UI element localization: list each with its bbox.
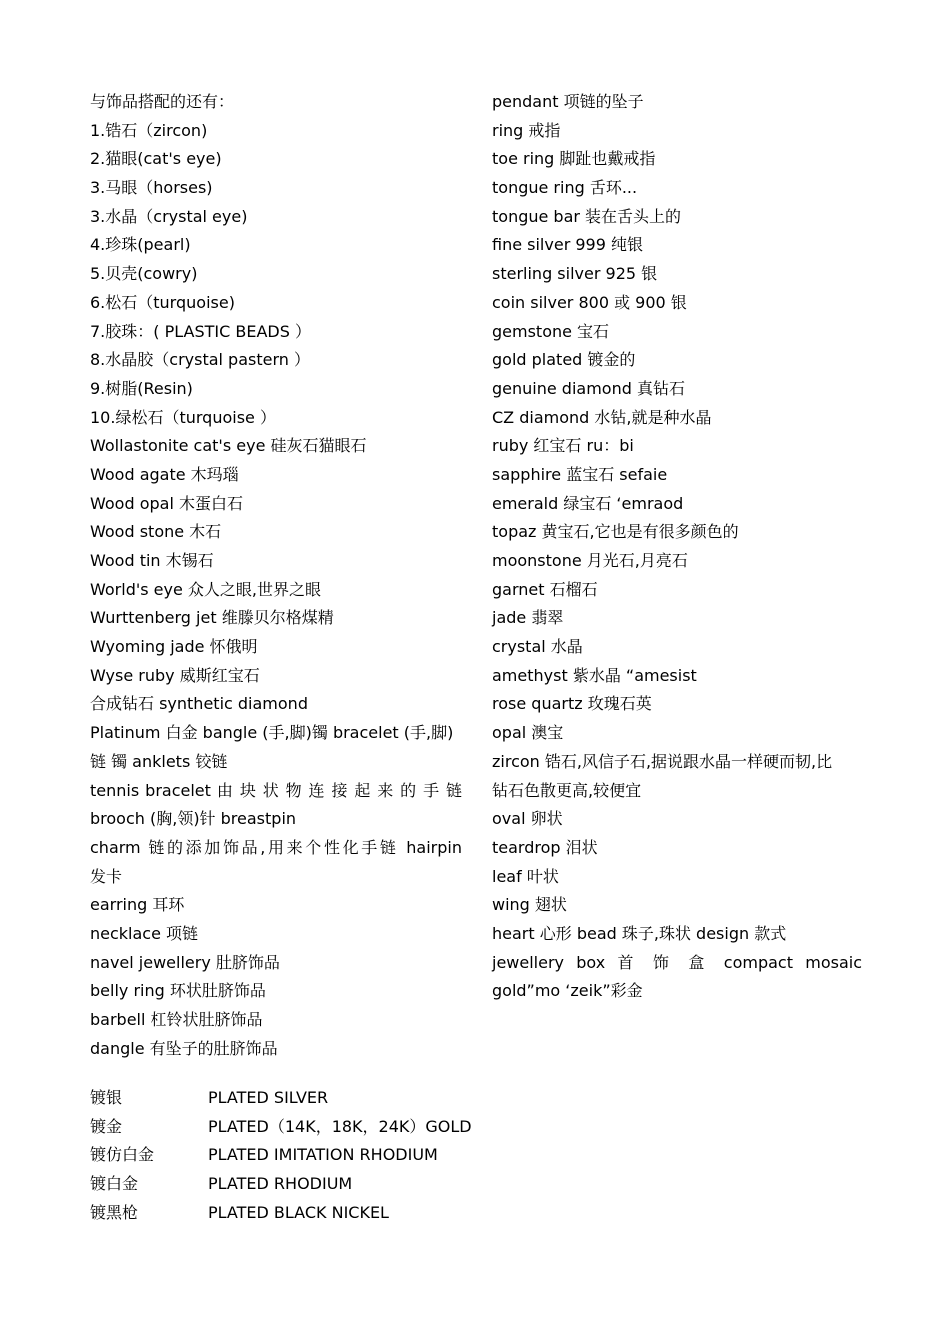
text-line: tennis bracelet 由 块 状 物 连 接 起 来 的 手 链 <box>90 780 462 800</box>
left-column <box>90 88 462 1063</box>
text-line: leaf 叶状 <box>492 866 559 886</box>
text-line: 7.胶珠：( PLASTIC BEADS ） <box>90 321 311 341</box>
text-line: Wood tin 木锡石 <box>90 551 214 570</box>
plating-english: PLATED IMITATION RHODIUM <box>208 1145 438 1165</box>
plating-english: PLATED BLACK NICKEL <box>208 1202 389 1222</box>
text-line: brooch (胸,领)针 breastpin <box>90 809 297 829</box>
plating-table <box>90 1084 510 1227</box>
plating-chinese: 镀黑枪 <box>90 1202 139 1222</box>
text-line: 10.绿松石（turquoise ） <box>90 407 276 427</box>
text-line: jewellery box 首 饰 盒 compact mosaic <box>492 952 862 972</box>
text-line: fine silver 999 纯银 <box>492 235 643 255</box>
text-line: gold plated 镀金的 <box>492 350 636 370</box>
plating-row <box>90 1084 510 1113</box>
text-line: jade 翡翠 <box>492 608 564 628</box>
text-line: Wyse ruby 威斯红宝石 <box>90 665 260 685</box>
text-line: Wood opal 木蛋白石 <box>90 493 243 513</box>
plating-chinese: 镀白金 <box>90 1174 139 1194</box>
text-line: 链 镯 anklets 铰链 <box>90 751 228 771</box>
text-line: 9.树脂(Resin) <box>90 378 193 398</box>
text-line: Wyoming jade 怀俄明 <box>90 637 258 657</box>
text-line: 3.水晶（crystal eye) <box>90 206 248 226</box>
text-line: earring 耳环 <box>90 895 185 915</box>
text-line: navel jewellery 肚脐饰品 <box>90 952 280 972</box>
text-line: 5.贝壳(cowry) <box>90 264 198 284</box>
text-line: dangle 有坠子的肚脐饰品 <box>90 1038 278 1058</box>
text-line: garnet 石榴石 <box>492 579 598 599</box>
text-line: oval 卵状 <box>492 809 563 829</box>
text-line: 2.猫眼(cat's eye) <box>90 149 222 169</box>
text-line: 1.锆石（zircon) <box>90 120 208 140</box>
text-line: Wood stone 木石 <box>90 522 222 542</box>
plating-row <box>90 1199 510 1228</box>
text-line: Platinum 白金 bangle (手,脚)镯 bracelet (手,脚) <box>90 723 454 743</box>
text-line: opal 澳宝 <box>492 723 564 743</box>
text-line: genuine diamond 真钻石 <box>492 378 685 398</box>
text-line: 8.水晶胶（crystal pastern ） <box>90 350 310 370</box>
text-line: ruby 红宝石 ru：bi <box>492 436 634 456</box>
plating-chinese: 镀金 <box>90 1116 123 1136</box>
text-line: 4.珍珠(pearl) <box>90 235 191 255</box>
text-line: necklace 项链 <box>90 923 199 943</box>
text-line: amethyst 紫水晶 “amesist <box>492 665 697 685</box>
text-line: 合成钻石 synthetic diamond <box>90 694 308 714</box>
text-line: wing 翅状 <box>492 895 567 915</box>
text-line: teardrop 泪状 <box>492 837 598 857</box>
text-line: coin silver 800 或 900 银 <box>492 292 687 312</box>
text-line: 3.马眼（horses) <box>90 178 213 198</box>
text-line: sapphire 蓝宝石 sefaie <box>492 464 668 484</box>
text-line: ring 戒指 <box>492 120 561 140</box>
plating-chinese: 镀仿白金 <box>90 1145 155 1165</box>
text-line: heart 心形 bead 珠子,珠状 design 款式 <box>492 923 787 943</box>
text-line: 发卡 <box>90 866 123 886</box>
text-line: 钻石色散更高,较便宜 <box>492 780 642 800</box>
plating-english: PLATED RHODIUM <box>208 1174 353 1194</box>
right-column <box>492 88 862 1006</box>
text-line: zircon 锆石,风信子石,据说跟水晶一样硬而韧,比 <box>492 751 833 771</box>
text-line: belly ring 环状肚脐饰品 <box>90 981 266 1001</box>
text-line: barbell 杠铃状肚脐饰品 <box>90 1010 263 1029</box>
text-line: rose quartz 玫瑰石英 <box>492 694 652 714</box>
text-line: Wurttenberg jet 维滕贝尔格煤精 <box>90 608 334 628</box>
text-line: Wollastonite cat's eye 硅灰石猫眼石 <box>90 436 367 456</box>
text-line: tongue bar 装在舌头上的 <box>492 206 682 226</box>
plating-row <box>90 1141 510 1170</box>
text-line: topaz 黄宝石,它也是有很多颜色的 <box>492 522 739 542</box>
plating-row <box>90 1170 510 1199</box>
text-line: 与饰品搭配的还有： <box>90 92 235 111</box>
text-line: World's eye 众人之眼,世界之眼 <box>90 579 322 599</box>
text-line: Wood agate 木玛瑙 <box>90 464 239 484</box>
plating-row <box>90 1113 510 1142</box>
text-line: 6.松石（turquoise) <box>90 292 235 312</box>
text-line: tongue ring 舌环... <box>492 178 638 198</box>
plating-english: PLATED SILVER <box>208 1088 329 1107</box>
text-line: gemstone 宝石 <box>492 321 610 341</box>
plating-english: PLATED（14K，18K，24K）GOLD <box>208 1116 472 1136</box>
text-line: gold”mo ‘zeik”彩金 <box>492 981 643 1001</box>
text-line: charm 链的添加饰品,用来个性化手链 hairpin <box>90 837 462 857</box>
text-line: CZ diamond 水钻,就是种水晶 <box>492 407 712 427</box>
text-line: pendant 项链的坠子 <box>492 92 644 111</box>
text-line: crystal 水晶 <box>492 637 583 657</box>
text-line: toe ring 脚趾也戴戒指 <box>492 149 656 169</box>
text-line: sterling silver 925 银 <box>492 264 658 284</box>
plating-chinese: 镀银 <box>90 1088 123 1107</box>
text-line: moonstone 月光石,月亮石 <box>492 551 688 570</box>
text-line: emerald 绿宝石 ‘emraod <box>492 493 684 513</box>
